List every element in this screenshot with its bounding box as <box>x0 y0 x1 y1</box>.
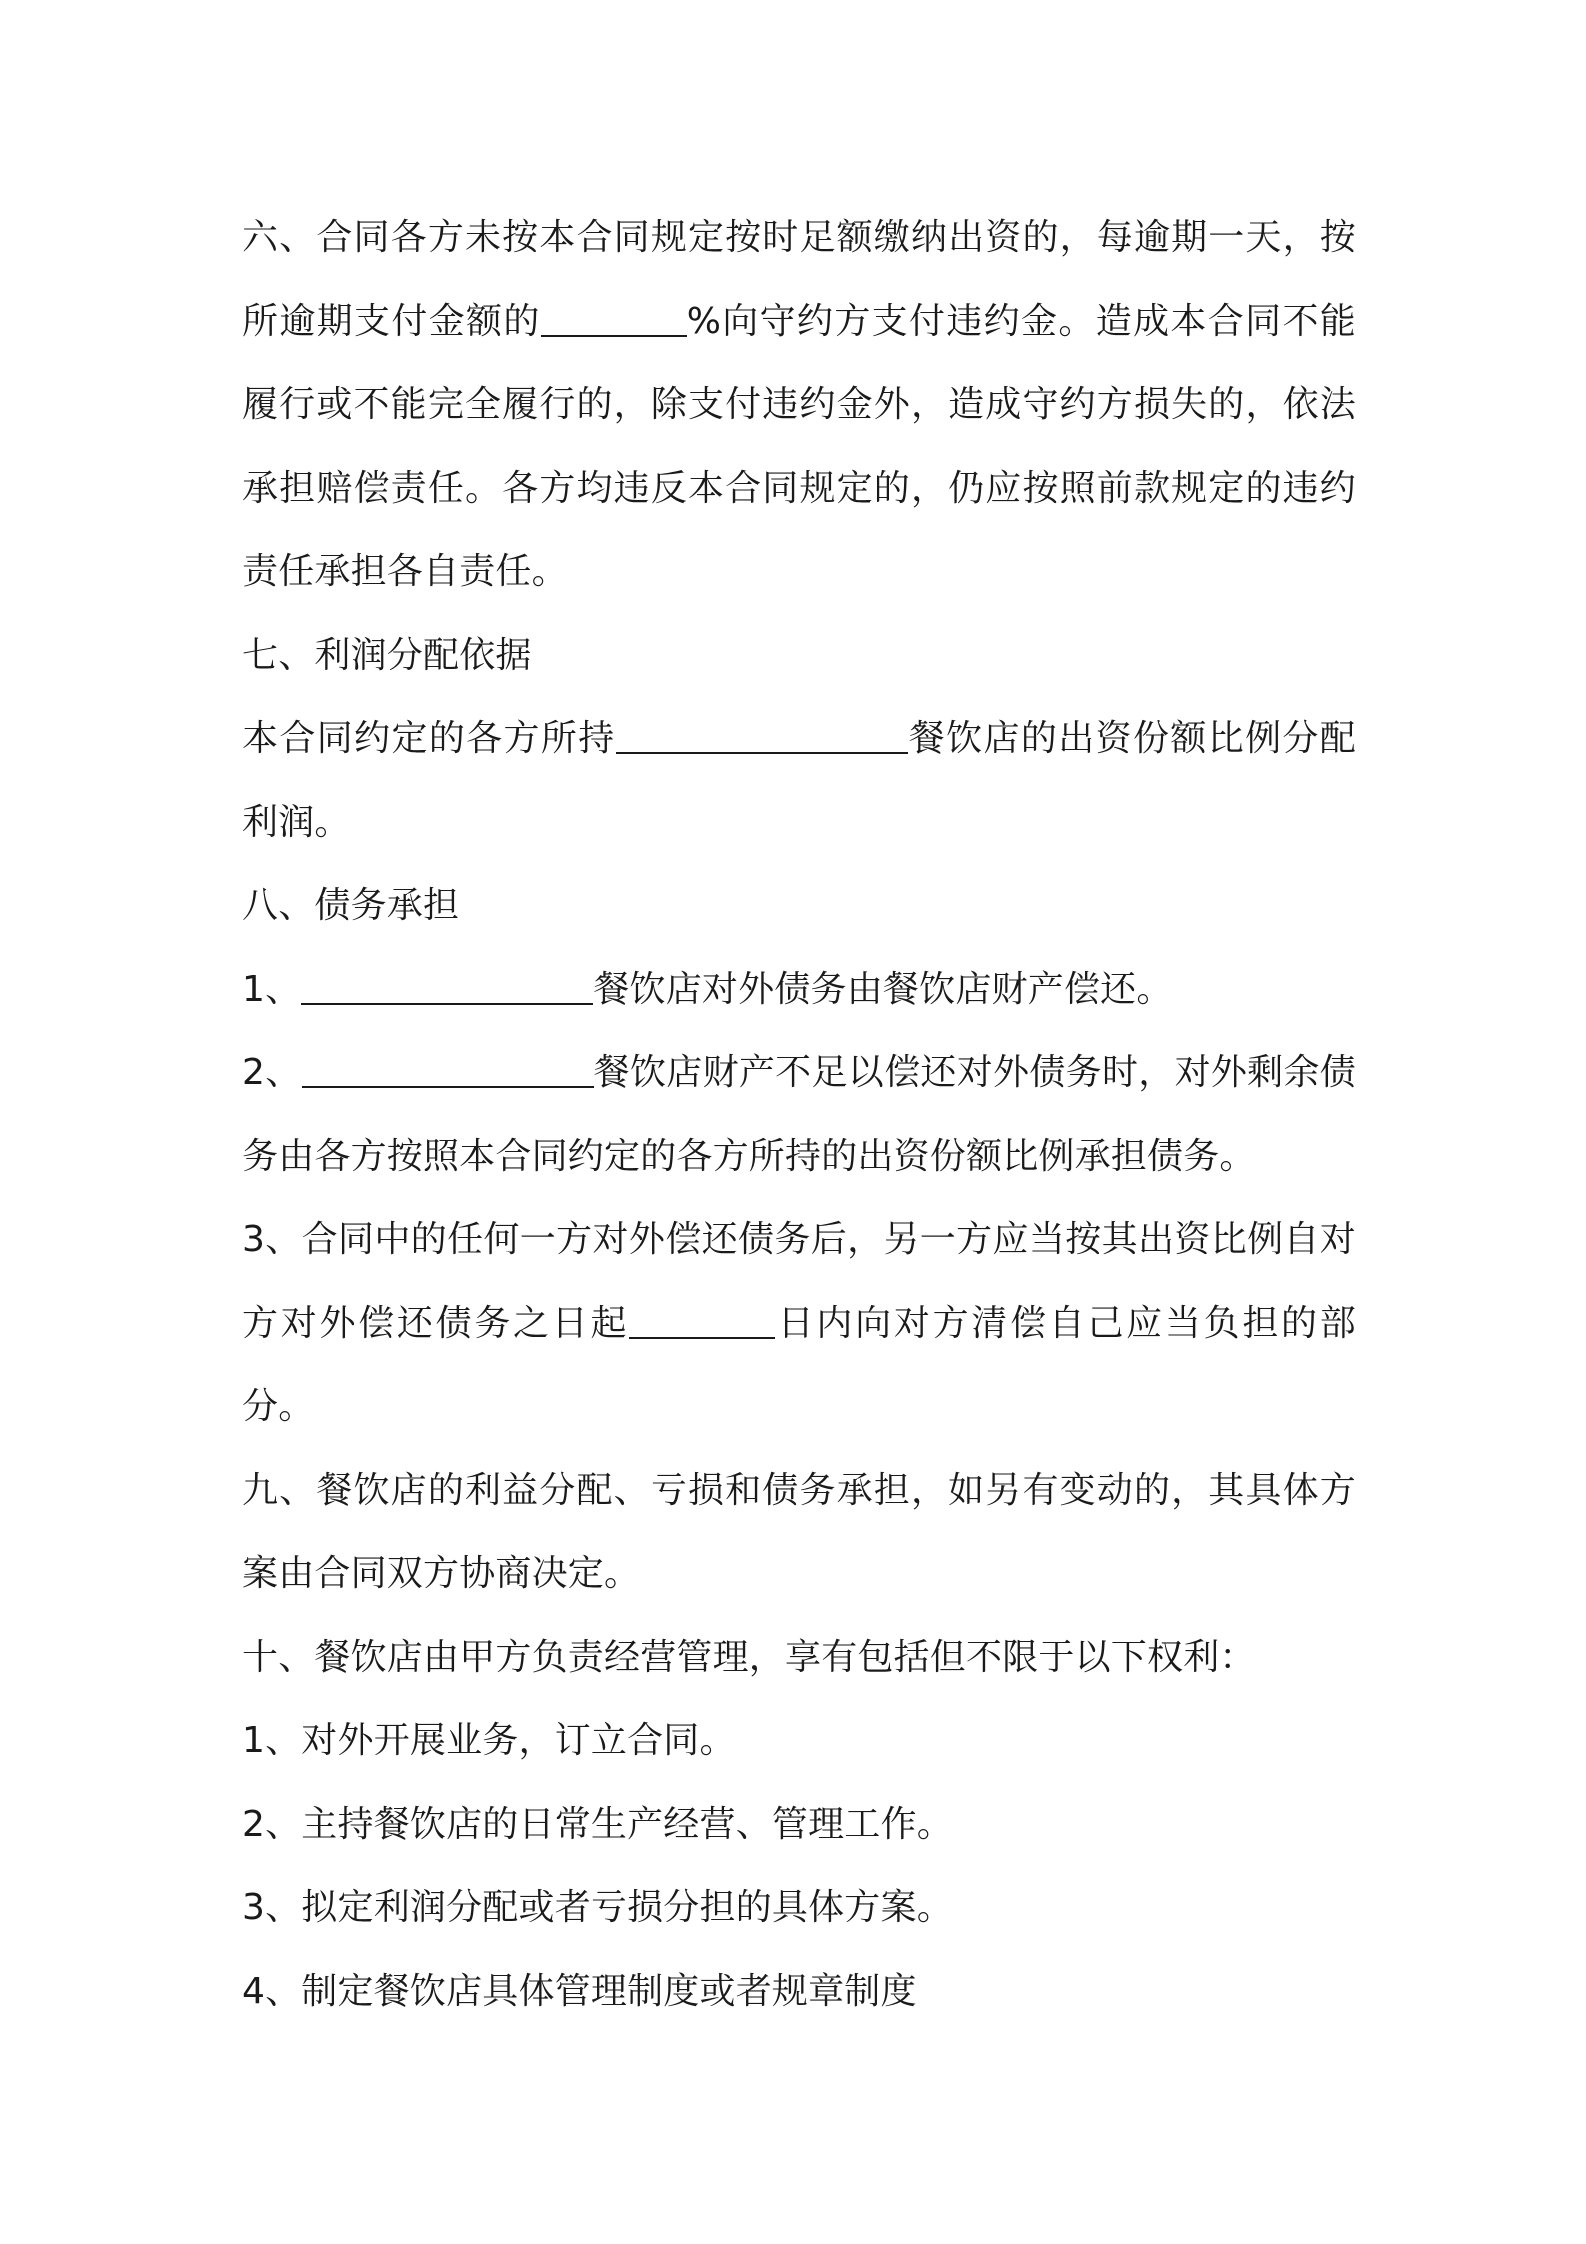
paragraph-p10-2 <box>242 1783 1356 1867</box>
paragraph-text: 九、餐饮店的利益分配、亏损和债务承担，如另有变动的，其具体方案由合同双方协商决定。 <box>242 1469 1356 1594</box>
paragraph-text: 八、债务承担 <box>242 885 460 926</box>
paragraph-p8-title <box>242 864 1356 948</box>
paragraph-p7-body <box>242 697 1356 864</box>
paragraph-text: 餐饮店对外债务由餐饮店财产偿还。 <box>593 968 1173 1010</box>
fill-in-blank <box>301 967 593 1005</box>
paragraph-text: 4、制定餐饮店具体管理制度或者规章制度 <box>242 1970 917 2012</box>
paragraph-p9 <box>242 1449 1356 1616</box>
paragraph-text: 2、 <box>242 1052 302 1093</box>
paragraph-p10-1 <box>242 1699 1356 1783</box>
paragraph-text: 七、利润分配依据 <box>242 634 532 676</box>
paragraph-text: 日内向对方清偿自己应当负担的部分。 <box>242 1302 1356 1427</box>
paragraph-text: 3、合同中的任何一方对外偿还债务后，另一方应当按其出资比例自对方对外偿还债务之日起 <box>242 1219 1356 1344</box>
document-body <box>242 196 1356 2033</box>
paragraph-p8-1 <box>242 948 1356 1032</box>
paragraph-p8-3 <box>242 1198 1356 1449</box>
paragraph-text: 六、合同各方未按本合同规定按时足额缴纳出资的，每逾期一天，按所逾期支付金额的 <box>242 217 1356 342</box>
paragraph-text: 2、主持餐饮店的日常生产经营、管理工作。 <box>242 1803 953 1845</box>
paragraph-text: 餐饮店财产不足以偿还对外债务时，对外剩余债务由各方按照本合同约定的各方所持的出资份额比例承担债务。 <box>242 1052 1356 1177</box>
paragraph-p10-title <box>242 1616 1356 1700</box>
paragraph-text: 十、餐饮店由甲方负责经营管理，享有包括但不限于以下权利： <box>242 1636 1256 1678</box>
paragraph-p10-3 <box>242 1866 1356 1950</box>
paragraph-p10-4 <box>242 1950 1356 2034</box>
paragraph-text: %向守约方支付违约金。造成本合同不能履行或不能完全履行的，除支付违约金外，造成守约方损失的，依法承担赔偿责任。各方均违反本合同规定的，仍应按照前款规定的违约责任承担各自责任。 <box>242 300 1356 592</box>
paragraph-p8-2 <box>242 1031 1356 1198</box>
paragraph-p7-title <box>242 614 1356 698</box>
fill-in-blank <box>302 1050 594 1088</box>
paragraph-text: 餐饮店的出资份额比例分配利润。 <box>242 718 1356 843</box>
fill-in-blank <box>541 299 687 337</box>
paragraph-text: 1、 <box>242 968 302 1010</box>
paragraph-p6 <box>242 196 1356 614</box>
paragraph-text: 1、对外开展业务，订立合同。 <box>242 1720 736 1761</box>
paragraph-text: 本合同约定的各方所持 <box>242 718 616 759</box>
fill-in-blank <box>629 1301 775 1339</box>
fill-in-blank <box>616 716 908 754</box>
paragraph-text: 3、拟定利润分配或者亏损分担的具体方案。 <box>242 1887 953 1928</box>
